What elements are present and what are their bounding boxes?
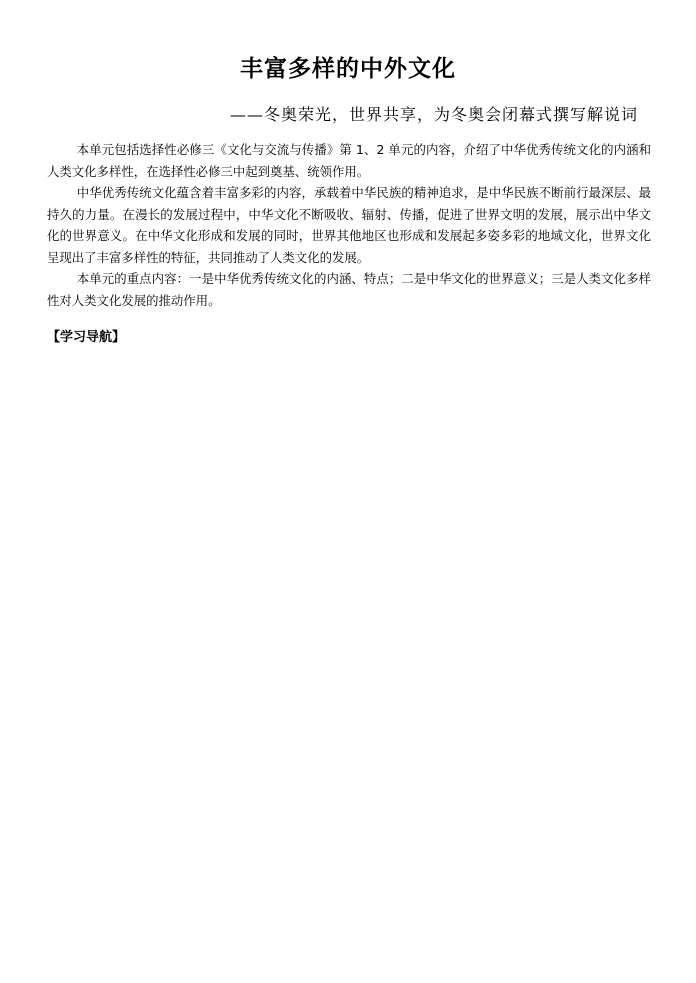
document-subtitle: ——冬奥荣光，世界共享，为冬奥会闭幕式撰写解说词 [229,105,638,124]
paragraph-chinese-culture: 中华优秀传统文化蕴含着丰富多彩的内容，承载着中华民族的精神追求，是中华民族不断前行最深层、最持久的力量。在漫长的发展过程中，中华文化不断吸收、辐射、传播，促进了世界文明的发展，展示出中华文化的世界意义。在中华文化形成和发展的同时，世界其他地区也形成和发展起多姿多彩的地域文化，世界文化呈现出了丰富多样性的特征，共同推动了人类文化的发展。 [47,185,651,265]
study-guide-heading: 【学习导航】 [47,330,126,345]
intro-body [47,139,651,311]
document-title: 丰富多样的中外文化 [240,55,456,82]
paragraph-unit-scope: 本单元包括选择性必修三《文化与交流与传播》第 1、2 单元的内容，介绍了中华优秀传统文化的内涵和人类文化多样性，在选择性必修三中起到奠基、统领作用。 [47,142,651,179]
paragraph-key-content: 本单元的重点内容：一是中华优秀传统文化的内涵、特点；二是中华文化的世界意义；三是人类文化多样性对人类文化发展的推动作用。 [47,271,651,308]
